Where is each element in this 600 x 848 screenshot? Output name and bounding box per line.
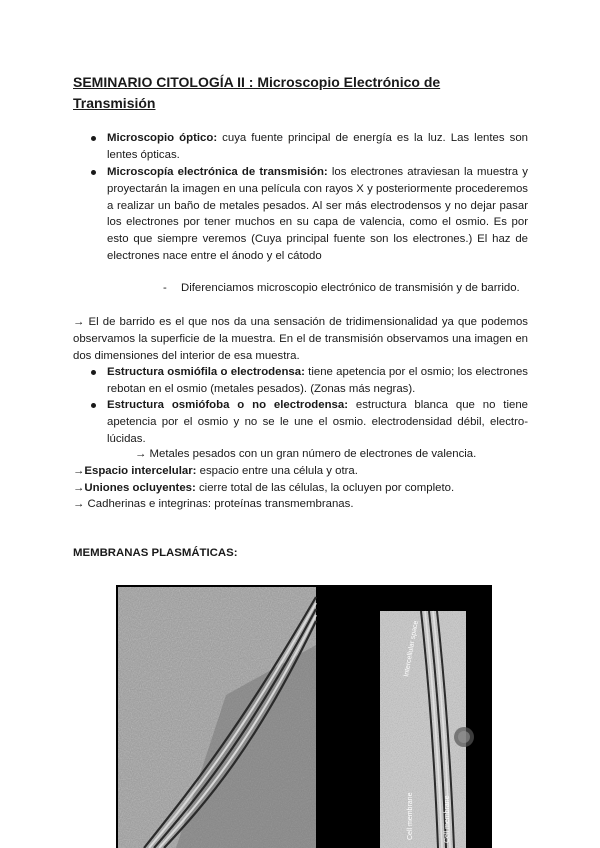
heavy-metals-note: → Metales pesados con un gran número de electrones de valencia. bbox=[135, 448, 477, 460]
micrograph-right-panel bbox=[380, 611, 474, 848]
bullet-text: los electrones atraviesan la muestra y proyectarán la imagen en una película con rayos X y posteriormente procederemos a realizar un baño de metales pesados. Al ser más electrodensos y no dejar pasar los electrones por tener muchos en su capa de valencia, como el osmio. Es por esto que siempre veremos (Cuya principal fuente son los electrones.) El haz de electrones nace entre el ánodo y el cátodo bbox=[107, 166, 528, 262]
arrow-icon: → bbox=[73, 498, 85, 510]
arrow-item-occluding-junctions bbox=[73, 480, 528, 497]
bullet-term: Estructura osmiófoba o no electrodensa: bbox=[107, 399, 349, 411]
dash-item bbox=[163, 280, 528, 297]
bullet-icon bbox=[91, 136, 96, 141]
bullet-optical-microscope bbox=[107, 130, 528, 164]
arrow-term: Espacio intercelular: bbox=[84, 465, 197, 477]
bullet-osmiophobic bbox=[107, 397, 528, 447]
arrow-icon: → bbox=[73, 465, 85, 477]
label-cell-membrane-right: Cell membrane bbox=[444, 795, 451, 843]
bullet-icon bbox=[91, 170, 96, 175]
arrow-text: cierre total de las células, la ocluyen por completo. bbox=[195, 482, 455, 494]
arrow-text: Cadherinas e integrinas: proteínas transmembranas. bbox=[84, 498, 354, 510]
bullet-osmiophilic bbox=[107, 364, 528, 398]
membrane-micrograph bbox=[116, 585, 492, 848]
arrow-icon: → bbox=[73, 482, 85, 494]
bullet-text: cuya fuente principal de energía es la luz. Las lentes son lentes ópticas. bbox=[107, 132, 528, 161]
bullet-term: Microscopio óptico: bbox=[107, 132, 218, 144]
arrow-item-intercellular bbox=[73, 463, 528, 480]
bullet-icon bbox=[91, 403, 96, 408]
dash-text: Diferenciamos microscopio electrónico de transmisión y de barrido. bbox=[181, 282, 520, 294]
arrow-text: espacio entre una célula y otra. bbox=[196, 465, 358, 477]
micrograph-image bbox=[116, 585, 492, 848]
page-title: SEMINARIO CITOLOGÍA II : Microscopio Electrónico de Transmisión bbox=[73, 74, 441, 111]
label-intercellular-space: Intercellular space bbox=[403, 620, 420, 678]
bullet-term: Microscopía electrónica de transmisión: bbox=[107, 166, 328, 178]
arrow-term: Uniones ocluyentes: bbox=[84, 482, 196, 494]
bullet-text: tiene apetencia por el osmio; los electrones rebotan en el osmio (metales pesados). (Zonas más negras). bbox=[107, 366, 528, 395]
label-cell-membrane-left: Cell membrane bbox=[407, 792, 414, 840]
bullet-text: estructura blanca que no tiene apetencia por el osmio y no se le une el osmio. electrodensidad débil, electro-lúcidas. bbox=[107, 399, 528, 445]
micrograph-left-panel bbox=[118, 587, 316, 848]
dash-mark: - bbox=[163, 282, 167, 294]
bullet-icon bbox=[91, 370, 96, 375]
bullet-transmission-microscope bbox=[107, 164, 528, 265]
bullet-term: Estructura osmiófila o electrodensa: bbox=[107, 366, 305, 378]
section-heading-membranes: MEMBRANAS PLASMÁTICAS: bbox=[73, 547, 238, 559]
arrow-item-cadherins bbox=[73, 496, 528, 513]
arrow-paragraph: → El de barrido es el que nos da una sensación de tridimensionalidad ya que podemos observamos la superficie de la muestra. En el de transmisión observamos una imagen en dos dimensiones del interior de esa muestra. bbox=[73, 316, 528, 362]
